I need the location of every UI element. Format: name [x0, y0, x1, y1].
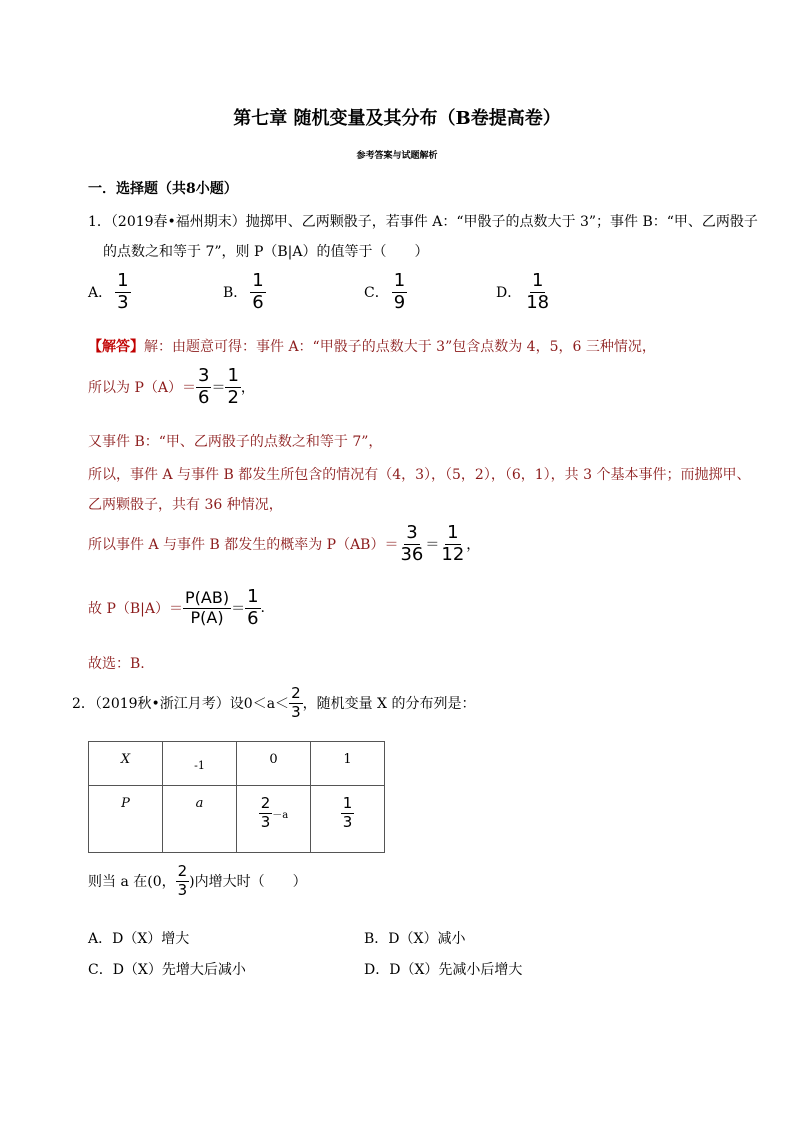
cell-text: 0: [269, 752, 278, 767]
fraction-denominator: 6: [197, 386, 210, 408]
solution-text: 所以为 P（A）＝: [88, 380, 196, 397]
fraction: [398, 524, 425, 565]
table-cell: [89, 742, 163, 786]
fraction-denominator: 18: [526, 291, 550, 313]
fraction: [341, 796, 355, 831]
q1-solution-line4: 所以，事件 A 与事件 B 都发生所包含的情况有（4，3），（5，2），（6，1），共 3 个基本事件；而抛掷甲、: [88, 467, 751, 483]
solution-tag: 【解答】: [88, 339, 144, 355]
equals-sign: ＝: [211, 380, 226, 397]
q2-stem-text: 2．（2019秋•浙江月考）设: [72, 696, 244, 713]
option-label: B．: [223, 285, 248, 302]
option-fraction: [392, 272, 407, 313]
fraction-numerator: 1: [393, 270, 406, 291]
option-label: C．: [364, 285, 389, 302]
fraction-denominator: 36: [400, 543, 424, 565]
fraction: [289, 686, 303, 721]
table-cell: [311, 786, 385, 853]
cell-text: a: [195, 796, 204, 811]
fraction-numerator: 3: [406, 522, 418, 543]
punctuation: ，: [240, 380, 255, 397]
table-cell: [311, 742, 385, 786]
table-cell: [237, 786, 311, 853]
fraction-denominator: 2: [227, 386, 239, 408]
fraction-numerator: 1: [531, 270, 544, 291]
q1-solution-line2: [88, 367, 255, 408]
page-title: 第七章 随机变量及其分布（B卷提高卷）: [233, 108, 561, 129]
section-heading: 一．选择题（共8小题）: [88, 181, 238, 197]
q1-stem-line1: 1．（2019春•福州期末）抛掷甲、乙两颗骰子，若事件 A：“甲骰子的点数大于 3”；事件 B：“甲、乙两骰子: [88, 214, 758, 230]
option-fraction: [115, 272, 130, 313]
q2-option-d: D．D（X）先减小后增大: [364, 962, 523, 978]
fraction-numerator: 1: [447, 522, 459, 543]
table-cell: [237, 742, 311, 786]
fraction-numerator: P(AB): [185, 588, 230, 608]
fraction: [196, 367, 211, 408]
fraction-numerator: 2: [291, 684, 301, 702]
q2-stem-text: ，随机变量 X 的分布列是：: [302, 696, 476, 713]
fraction: [225, 367, 240, 408]
table-row: [89, 786, 385, 853]
page-subtitle: 参考答案与试题解析: [356, 151, 438, 161]
distribution-table: [88, 741, 385, 853]
fraction-denominator: 12: [441, 543, 465, 565]
q2-option-b: B．D（X）减小: [364, 931, 466, 947]
solution-text: 故 P（B|A）＝: [88, 601, 183, 618]
q2-stem: [72, 686, 475, 721]
table-cell: [89, 786, 163, 853]
q1-solution-line7: [88, 588, 265, 629]
q2-condition: 0＜a＜: [243, 696, 290, 713]
fraction-numerator: 2: [260, 794, 271, 812]
q1-option-d: [496, 272, 551, 313]
solution-text: 解：由题意可得：事件 A：“甲骰子的点数大于 3”包含点数为 4，5，6 三种情况，: [144, 339, 656, 355]
table-cell: [163, 786, 237, 853]
option-fraction: [250, 272, 265, 313]
q1-solution-line8: 故选：B.: [88, 656, 145, 672]
fraction-numerator: 2: [177, 862, 188, 880]
q2-ask-text: 则当 a 在(0，: [88, 874, 176, 891]
option-fraction: [524, 272, 551, 313]
fraction-numerator: 3: [197, 365, 210, 386]
fraction-numerator: 1: [342, 794, 353, 812]
fraction-numerator: 1: [247, 586, 259, 607]
fraction-denominator: 9: [393, 291, 406, 313]
punctuation: ，: [466, 537, 481, 554]
option-label: D．: [496, 285, 522, 302]
fraction-denominator: 3: [342, 812, 353, 831]
q2-ask-text: )内增大时（ ）: [189, 874, 307, 891]
fraction-denominator: 3: [291, 702, 301, 721]
cell-text: －a: [272, 809, 289, 821]
cell-text: P: [121, 796, 130, 811]
q1-option-a: [88, 272, 131, 313]
q1-option-c: [364, 272, 407, 313]
fraction: [245, 588, 260, 629]
q1-solution-line1: [88, 336, 656, 356]
q2-ask: [88, 864, 307, 899]
q2-option-a: A．D（X）增大: [88, 931, 190, 947]
fraction: [176, 864, 190, 899]
fraction-numerator: 1: [117, 270, 129, 291]
q1-solution-line5: 乙两颗骰子，共有 36 种情况，: [88, 497, 283, 513]
fraction: [259, 796, 273, 831]
q1-stem-line2: 的点数之和等于 7”，则 P（B|A）的值等于（ ）: [103, 244, 429, 260]
table-cell: [163, 742, 237, 786]
q1-solution-line6: [88, 524, 480, 565]
punctuation: .: [260, 600, 265, 617]
q1-solution-line3: 又事件 B：“甲、乙两骰子的点数之和等于 7”，: [88, 434, 383, 450]
fraction-denominator: 6: [252, 291, 264, 313]
fraction: [439, 524, 466, 565]
fraction: [183, 590, 231, 627]
q1-option-b: [223, 272, 266, 313]
equals-sign: ＝: [231, 601, 246, 618]
cell-text: X: [120, 752, 131, 767]
fraction-denominator: 3: [177, 880, 188, 899]
fraction-denominator: 3: [260, 812, 271, 831]
solution-text: 所以事件 A 与事件 B 都发生的概率为 P（AB）＝: [88, 537, 399, 554]
fraction-denominator: 6: [247, 607, 259, 629]
fraction-denominator: 3: [117, 291, 129, 313]
table-row: [89, 742, 385, 786]
cell-text: 1: [343, 752, 352, 767]
fraction-numerator: 1: [227, 365, 239, 386]
cell-text: -1: [194, 759, 205, 772]
fraction-numerator: 1: [252, 270, 264, 291]
option-label: A．: [88, 285, 113, 302]
fraction-denominator: P(A): [190, 607, 224, 627]
equals-sign: ＝: [425, 537, 440, 554]
q2-option-c: C．D（X）先增大后减小: [88, 962, 246, 978]
